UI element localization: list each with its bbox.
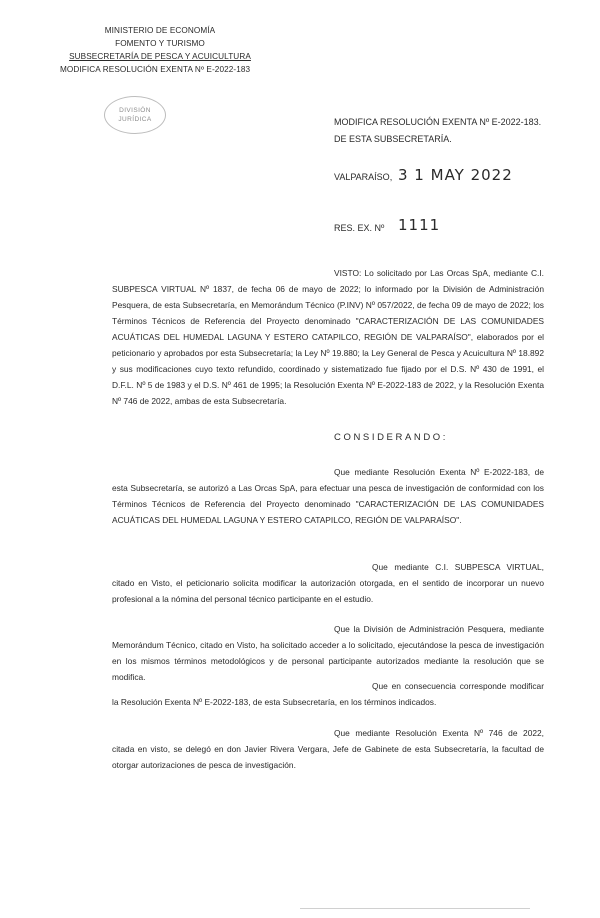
considerando-item-3 (112, 621, 544, 685)
visto-section (112, 265, 544, 409)
considerando-item-1 (112, 464, 544, 528)
division-stamp (104, 96, 166, 134)
considerando-paragraph: Que mediante Resolución Exenta Nº E-2022-183, de esta Subsecretaría, se autorizó a Las Orcas SpA, para efectuar una pesca de investigación de conformidad con los Términos Técnicos de Referencia del Proyecto denominado "CARACTERIZACIÓN DE LAS COMUNIDADES ACUÁTICAS DEL HUMEDAL LAGUNA Y ESTERO CATAPILCO, REGIÓN DE VALPARAÍSO". (112, 467, 544, 525)
considerando-item-2 (112, 559, 544, 607)
stamped-date: 3 1 MAY 2022 (398, 166, 513, 184)
considerando-item-5 (112, 725, 544, 773)
place-label: VALPARAÍSO, (334, 172, 393, 182)
considerando-paragraph: Que mediante C.I. SUBPESCA VIRTUAL, citado en Visto, el peticionario solicita modificar la autorización otorgada, en el sentido de incorporar un nuevo profesional a la nómina del personal técnico participante en el estudio. (112, 562, 544, 604)
considerando-item-4 (112, 678, 544, 710)
stamp-line-1: DIVISIÓN (119, 107, 151, 114)
considerando-paragraph: Que en consecuencia corresponde modificar la Resolución Exenta Nº E-2022-183, de esta Subsecretaría, en los términos indicados. (112, 681, 544, 707)
letterhead-reference: MODIFICA RESOLUCIÓN EXENTA Nº E-2022-183 (60, 65, 251, 74)
resolution-subject (334, 114, 541, 148)
resolution-number-label: RES. EX. Nº (334, 223, 385, 233)
stamp-line-2: JURÍDICA (118, 116, 152, 123)
letterhead-ministry: MINISTERIO DE ECONOMÍA (104, 26, 216, 35)
letterhead-ministry-sub: FOMENTO Y TURISMO (115, 39, 205, 48)
considerando-heading: CONSIDERANDO: (334, 432, 449, 443)
letterhead (60, 24, 260, 76)
subject-line-2: DE ESTA SUBSECRETARÍA. (334, 134, 452, 144)
letterhead-subsecretaria: SUBSECRETARÍA DE PESCA Y ACUICULTURA (69, 52, 251, 61)
resolution-number: 1111 (398, 216, 441, 234)
visto-paragraph: VISTO: Lo solicitado por Las Orcas SpA, mediante C.I. SUBPESCA VIRTUAL Nº 1837, de fecha 06 de mayo de 2022; lo informado por la División de Administración Pesquera, de esta Subsecretaría, en Memorándum Técnico (P.INV) Nº 057/2022, de fecha 09 de mayo de 2022; los Términos Técnicos de Referencia del Proyecto denominado "CARACTERIZACIÓN DE LAS COMUNIDADES ACUÁTICAS DEL HUMEDAL LAGUNA Y ESTERO CATAPILCO, REGIÓN DE VALPARAÍSO", elaborados por el peticionario y aprobados por esta Subsecretaría; la Ley Nº 19.880; la Ley General de Pesca y Acuicultura Nº 18.892 y sus modificaciones cuyo texto refundido, coordinado y sistematizado fue fijado por el D.S. Nº 430 de 1991, el D.F.L. Nº 5 de 1983 y el D.S. Nº 461 de 1995; la Resolución Exenta Nº E-2022-183 de 2022, y la Resolución Exenta Nº 746 de 2022, ambas de esta Subsecretaría. (112, 268, 544, 406)
considerando-paragraph: Que la División de Administración Pesquera, mediante Memorándum Técnico, citado en Visto, ha solicitado acceder a lo solicitado, ejecutándose la pesca de investigación en los mismos términos metodológicos y de personal participante autorizados mediante la resolución que se modifica. (112, 624, 544, 682)
page-bottom-rule (300, 908, 530, 909)
considerando-paragraph: Que mediante Resolución Exenta Nº 746 de 2022, citada en visto, se delegó en don Javier Rivera Vergara, Jefe de Gabinete de esta Subsecretaría, la facultad de otorgar autorizaciones de pesca de investigación. (112, 728, 544, 770)
subject-line-1: MODIFICA RESOLUCIÓN EXENTA Nº E-2022-183. (334, 117, 542, 127)
